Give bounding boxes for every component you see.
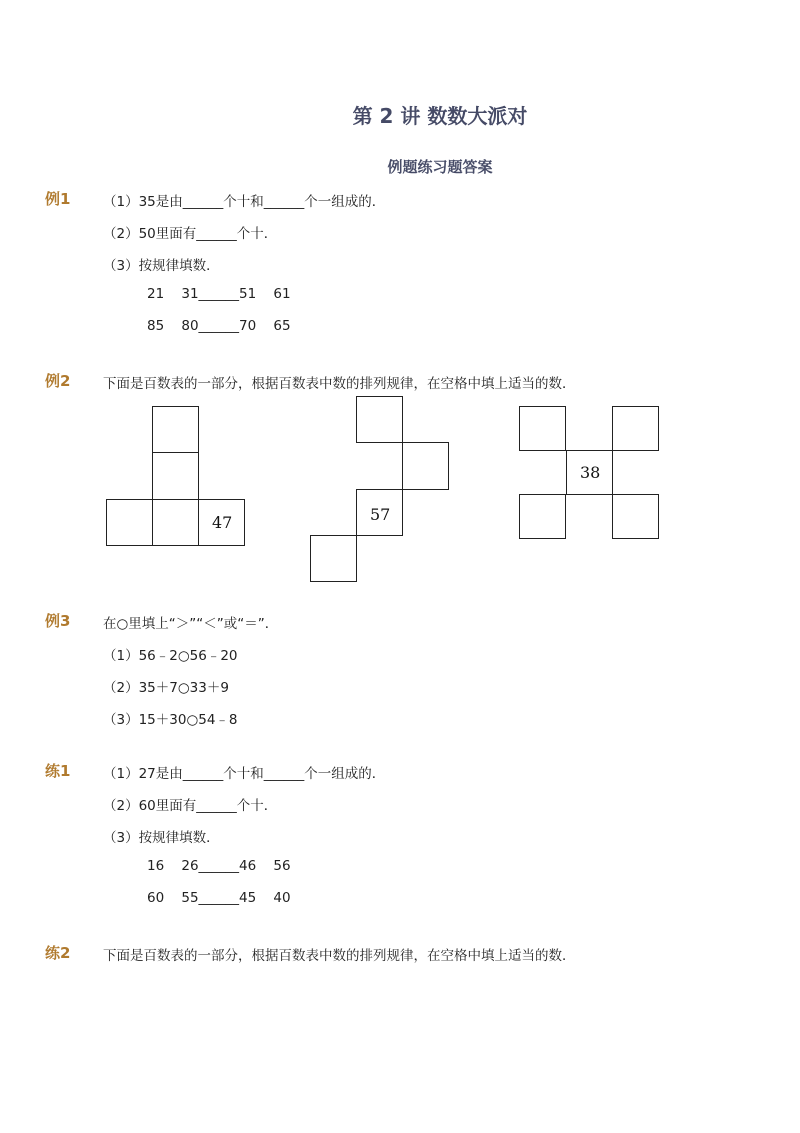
empty-cell xyxy=(612,494,659,539)
practice-1-question-2: （2）60里面有______个十． xyxy=(103,798,278,814)
empty-cell xyxy=(106,499,153,546)
empty-cell xyxy=(356,396,403,443)
example-3-label: 例3 xyxy=(45,612,71,630)
page-subtitle: 例题练习题答案 xyxy=(387,158,493,176)
cell-number: 47 xyxy=(212,513,233,532)
sequence-term: 56 xyxy=(273,858,291,874)
empty-cell xyxy=(310,535,357,582)
example-2-text: 下面是百数表的一部分，根据百数表中数的排列规律，在空格中填上适当的数． xyxy=(103,376,576,392)
sequence-term: 60 xyxy=(147,890,165,906)
sequence-term: 31______51 xyxy=(181,286,257,302)
example-1-sequence-1 xyxy=(147,286,291,302)
empty-cell xyxy=(152,452,199,500)
sequence-term: 16 xyxy=(147,858,165,874)
practice-2-text: 下面是百数表的一部分，根据百数表中数的排列规律，在空格中填上适当的数． xyxy=(103,948,576,964)
example-2-label: 例2 xyxy=(45,372,71,390)
practice-1-sequence-2 xyxy=(147,890,291,906)
sequence-term: 85 xyxy=(147,318,165,334)
practice-1-question-3: （3）按规律填数． xyxy=(103,830,220,846)
example-3-text: 在○里填上“＞”“＜”或“＝”． xyxy=(103,616,279,632)
sequence-term: 61 xyxy=(273,286,291,302)
example-3-question-3: （3）15＋30○54﹣8 xyxy=(103,712,238,728)
empty-cell xyxy=(612,406,659,451)
practice-1-label: 练1 xyxy=(45,762,71,780)
practice-1-question-1: （1）27是由______个十和______个一组成的． xyxy=(103,766,386,782)
sequence-term: 40 xyxy=(273,890,291,906)
empty-cell xyxy=(152,499,199,546)
empty-cell xyxy=(519,494,566,539)
cell-number: 38 xyxy=(580,463,601,482)
sequence-term: 65 xyxy=(273,318,291,334)
page-title: 第 2 讲 数数大派对 xyxy=(352,104,528,128)
empty-cell xyxy=(519,406,566,451)
example-1-question-1: （1）35是由______个十和______个一组成的． xyxy=(103,194,386,210)
example-3-question-2: （2）35＋7○33＋9 xyxy=(103,680,229,696)
empty-cell xyxy=(402,442,449,490)
example-1-question-2: （2）50里面有______个十． xyxy=(103,226,278,242)
sequence-term: 55______45 xyxy=(181,890,257,906)
sequence-term: 26______46 xyxy=(181,858,257,874)
cell-number: 57 xyxy=(370,505,391,524)
empty-cell xyxy=(152,406,199,453)
practice-2-label: 练2 xyxy=(45,944,71,962)
example-1-question-3: （3）按规律填数． xyxy=(103,258,220,274)
example-1-label: 例1 xyxy=(45,190,71,208)
practice-1-sequence-1 xyxy=(147,858,291,874)
sequence-term: 21 xyxy=(147,286,165,302)
example-3-question-1: （1）56﹣2○56﹣20 xyxy=(103,648,238,664)
sequence-term: 80______70 xyxy=(181,318,257,334)
example-1-sequence-2 xyxy=(147,318,291,334)
